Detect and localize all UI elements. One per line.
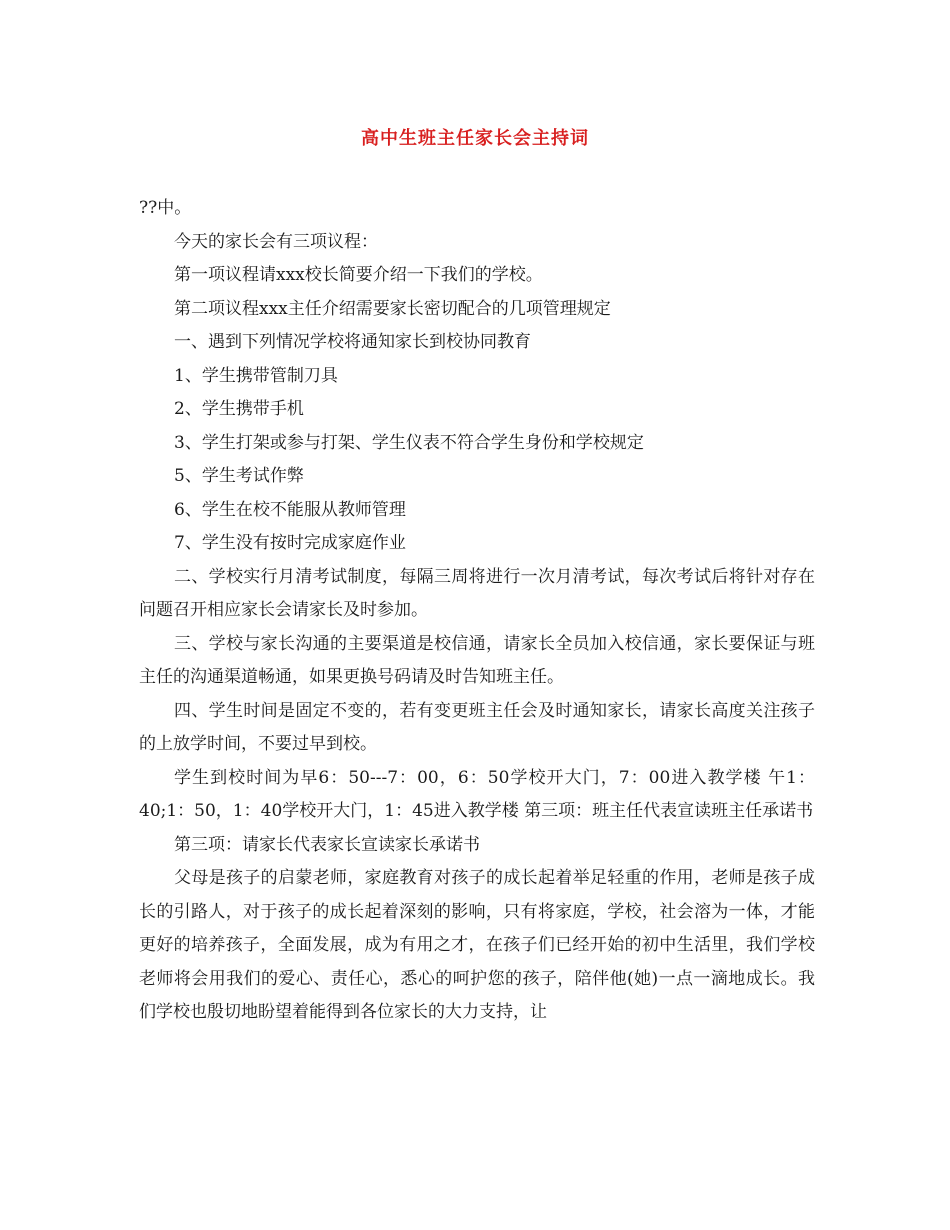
paragraph-closing: 父母是孩子的启蒙老师，家庭教育对孩子的成长起着举足轻重的作用，老师是孩子成长的引路人，对于孩子的成长起着深刻的影响，只有将家庭，学校，社会溶为一体，才能更好的培养孩子，全面发展，成为有用之才，在孩子们已经开始的初中生活里，我们学校老师将会用我们的爱心、责任心，悉心的呵护您的孩子，陪伴他(她)一点一滴地成长。我们学校也殷切地盼望着能得到各位家长的大力支持，让 <box>139 868 815 1022</box>
paragraph-opening: ??中。 <box>139 198 192 218</box>
paragraph-section-4: 四、学生时间是固定不变的，若有变更班主任会及时通知家长，请家长高度关注孩子的上放学时间，不要过早到校。 <box>139 700 815 754</box>
document-title: 高中生班主任家长会主持词 <box>361 128 589 149</box>
list-item-7: 7、学生没有按时完成家庭作业 <box>174 533 406 553</box>
list-item-5: 5、学生考试作弊 <box>174 466 304 486</box>
paragraph-section-2: 二、学校实行月清考试制度，每隔三周将进行一次月清考试，每次考试后将针对存在问题召开相应家长会请家长及时参加。 <box>139 566 815 620</box>
paragraph-agenda-intro: 今天的家长会有三项议程： <box>174 231 378 252</box>
list-item-6: 6、学生在校不能服从教师管理 <box>174 499 406 520</box>
paragraph-agenda-item-1: 第一项议程请xxx校长简要介绍一下我们的学校。 <box>174 265 543 285</box>
paragraph-agenda-item-2: 第二项议程xxx主任介绍需要家长密切配合的几项管理规定 <box>174 298 611 319</box>
document-body <box>139 192 815 1030</box>
list-item-1: 1、学生携带管制刀具 <box>174 365 338 386</box>
list-item-2: 2、学生携带手机 <box>174 399 304 419</box>
paragraph-section-1: 一、遇到下列情况学校将通知家长到校协同教育 <box>174 332 531 352</box>
list-item-3: 3、学生打架或参与打架、学生仪表不符合学生身份和学校规定 <box>174 432 644 453</box>
paragraph-schedule: 学生到校时间为早6：50---7：00，6：50学校开大门，7：00进入教学楼 午1：40;1：50，1：40学校开大门，1：45进入教学楼 第三项：班主任代表宣读班主任承诺书 <box>139 767 815 821</box>
paragraph-agenda-item-3: 第三项：请家长代表家长宣读家长承诺书 <box>174 834 480 855</box>
paragraph-section-3: 三、学校与家长沟通的主要渠道是校信通，请家长全员加入校信通，家长要保证与班主任的沟通渠道畅通，如果更换号码请及时告知班主任。 <box>139 633 815 687</box>
